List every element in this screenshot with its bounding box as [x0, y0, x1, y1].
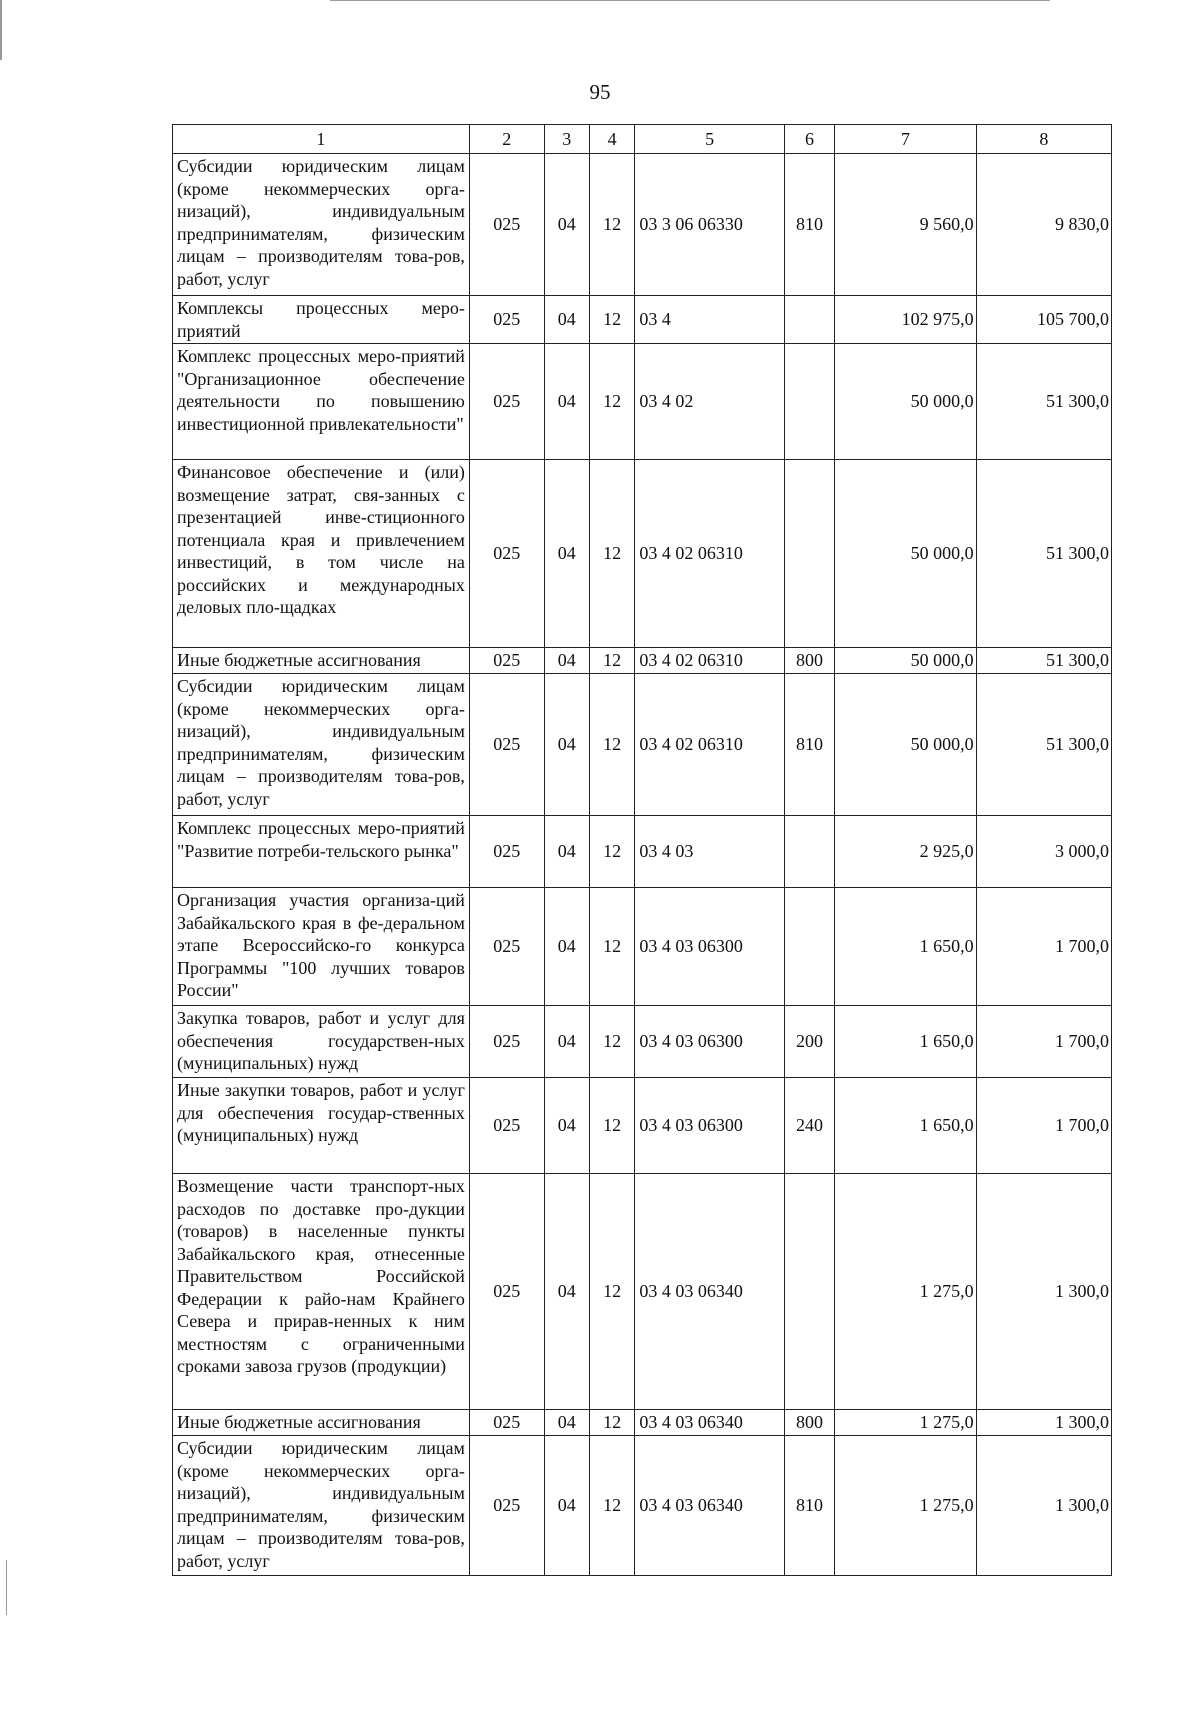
cell-amount-col8: 3 000,0 [976, 816, 1111, 888]
table-row [173, 1174, 1112, 1410]
cell-amount-col7: 1 650,0 [835, 1006, 976, 1078]
cell-ministry-code: 025 [469, 888, 544, 1006]
cell-ministry-code: 025 [469, 154, 544, 296]
cell-target-article: 03 4 03 06300 [635, 1006, 784, 1078]
row-name: Организация участия организа-ций Забайкальского края в фе-деральном этапе Всероссийско-го конкурса Программы "100 лучших товаров России" [173, 888, 470, 1006]
cell-amount-col8: 51 300,0 [976, 460, 1111, 648]
cell-amount-col7: 1 275,0 [835, 1410, 976, 1436]
cell-subsection: 12 [589, 296, 634, 344]
cell-amount-col7: 50 000,0 [835, 648, 976, 674]
table-row [173, 1410, 1112, 1436]
cell-ministry-code: 025 [469, 816, 544, 888]
cell-expense-type: 200 [784, 1006, 834, 1078]
scan-mark-left [6, 1560, 7, 1615]
cell-amount-col8: 1 700,0 [976, 1078, 1111, 1174]
cell-amount-col7: 1 650,0 [835, 888, 976, 1006]
table-row [173, 648, 1112, 674]
cell-target-article: 03 4 03 06340 [635, 1436, 784, 1576]
cell-section: 04 [544, 816, 589, 888]
cell-target-article: 03 4 02 [635, 344, 784, 460]
table-row [173, 888, 1112, 1006]
column-header-3: 3 [544, 125, 589, 154]
cell-amount-col7: 1 275,0 [835, 1436, 976, 1576]
cell-subsection: 12 [589, 648, 634, 674]
cell-expense-type [784, 816, 834, 888]
cell-section: 04 [544, 674, 589, 816]
table-row [173, 1006, 1112, 1078]
cell-subsection: 12 [589, 888, 634, 1006]
cell-amount-col7: 50 000,0 [835, 674, 976, 816]
cell-section: 04 [544, 1436, 589, 1576]
cell-subsection: 12 [589, 674, 634, 816]
row-name: Иные бюджетные ассигнования [173, 648, 470, 674]
cell-ministry-code: 025 [469, 1410, 544, 1436]
table-row [173, 344, 1112, 460]
cell-ministry-code: 025 [469, 1078, 544, 1174]
column-number-row [173, 125, 1112, 154]
row-name: Иные закупки товаров, работ и услуг для обеспечения государ-ственных (муниципальных) нужд [173, 1078, 470, 1174]
row-name: Субсидии юридическим лицам (кроме некоммерческих орга-низаций), индивидуальным предпринимателям, физическим лицам – производителям това-ров, работ, услуг [173, 1436, 470, 1576]
cell-target-article: 03 4 [635, 296, 784, 344]
row-name: Возмещение части транспорт-ных расходов по доставке про-дукции (товаров) в населенные пункты Забайкальского края, отнесенные Правительством Российской Федерации к райо-нам Крайнего Севера и прирав-ненных к ним местностям с ограниченными сроками завоза грузов (продукции) [173, 1174, 470, 1410]
cell-section: 04 [544, 154, 589, 296]
cell-amount-col8: 51 300,0 [976, 648, 1111, 674]
row-name: Иные бюджетные ассигнования [173, 1410, 470, 1436]
cell-section: 04 [544, 1174, 589, 1410]
cell-subsection: 12 [589, 1174, 634, 1410]
cell-expense-type: 810 [784, 154, 834, 296]
cell-section: 04 [544, 1410, 589, 1436]
cell-subsection: 12 [589, 1078, 634, 1174]
column-header-4: 4 [589, 125, 634, 154]
cell-ministry-code: 025 [469, 648, 544, 674]
cell-amount-col7: 50 000,0 [835, 460, 976, 648]
row-name: Финансовое обеспечение и (или) возмещение затрат, свя-занных с презентацией инве-стиционного потенциала края и привлечением инвестиций, в том числе на российских и международных деловых пло-щадках [173, 460, 470, 648]
row-name: Субсидии юридическим лицам (кроме некоммерческих орга-низаций), индивидуальным предпринимателям, физическим лицам – производителям това-ров, работ, услуг [173, 674, 470, 816]
cell-subsection: 12 [589, 1006, 634, 1078]
cell-target-article: 03 4 02 06310 [635, 674, 784, 816]
cell-amount-col7: 102 975,0 [835, 296, 976, 344]
scan-border-left [0, 0, 2, 60]
cell-subsection: 12 [589, 816, 634, 888]
cell-subsection: 12 [589, 154, 634, 296]
cell-target-article: 03 4 03 06300 [635, 1078, 784, 1174]
table-row [173, 460, 1112, 648]
cell-expense-type: 240 [784, 1078, 834, 1174]
table-row [173, 296, 1112, 344]
table-row [173, 816, 1112, 888]
cell-section: 04 [544, 296, 589, 344]
column-header-8: 8 [976, 125, 1111, 154]
cell-target-article: 03 4 03 06300 [635, 888, 784, 1006]
row-name: Комплекс процессных меро-приятий "Развитие потреби-тельского рынка" [173, 816, 470, 888]
cell-amount-col8: 9 830,0 [976, 154, 1111, 296]
row-name: Комплексы процессных меро-приятий [173, 296, 470, 344]
table-row [173, 1078, 1112, 1174]
cell-amount-col8: 1 300,0 [976, 1174, 1111, 1410]
cell-section: 04 [544, 1006, 589, 1078]
page-number: 95 [589, 80, 611, 104]
budget-allocation-table [172, 124, 1112, 1576]
cell-ministry-code: 025 [469, 460, 544, 648]
cell-expense-type [784, 344, 834, 460]
column-header-1: 1 [173, 125, 470, 154]
cell-ministry-code: 025 [469, 674, 544, 816]
cell-subsection: 12 [589, 344, 634, 460]
cell-amount-col7: 1 275,0 [835, 1174, 976, 1410]
cell-expense-type [784, 888, 834, 1006]
cell-amount-col8: 1 300,0 [976, 1410, 1111, 1436]
cell-expense-type: 800 [784, 1410, 834, 1436]
cell-amount-col8: 51 300,0 [976, 344, 1111, 460]
cell-amount-col8: 1 300,0 [976, 1436, 1111, 1576]
cell-amount-col7: 9 560,0 [835, 154, 976, 296]
cell-section: 04 [544, 460, 589, 648]
cell-amount-col8: 1 700,0 [976, 1006, 1111, 1078]
cell-expense-type [784, 296, 834, 344]
cell-target-article: 03 4 02 06310 [635, 460, 784, 648]
cell-section: 04 [544, 344, 589, 460]
cell-subsection: 12 [589, 1410, 634, 1436]
cell-section: 04 [544, 1078, 589, 1174]
row-name: Закупка товаров, работ и услуг для обеспечения государствен-ных (муниципальных) нужд [173, 1006, 470, 1078]
cell-target-article: 03 4 03 [635, 816, 784, 888]
table-row [173, 674, 1112, 816]
cell-ministry-code: 025 [469, 1436, 544, 1576]
cell-amount-col8: 105 700,0 [976, 296, 1111, 344]
cell-amount-col7: 50 000,0 [835, 344, 976, 460]
cell-amount-col7: 2 925,0 [835, 816, 976, 888]
cell-subsection: 12 [589, 460, 634, 648]
cell-ministry-code: 025 [469, 344, 544, 460]
cell-expense-type [784, 1174, 834, 1410]
cell-ministry-code: 025 [469, 1174, 544, 1410]
cell-expense-type: 810 [784, 1436, 834, 1576]
row-name: Субсидии юридическим лицам (кроме некоммерческих орга-низаций), индивидуальным предпринимателям, физическим лицам – производителям това-ров, работ, услуг [173, 154, 470, 296]
cell-amount-col7: 1 650,0 [835, 1078, 976, 1174]
column-header-5: 5 [635, 125, 784, 154]
cell-expense-type: 800 [784, 648, 834, 674]
cell-ministry-code: 025 [469, 1006, 544, 1078]
cell-subsection: 12 [589, 1436, 634, 1576]
column-header-2: 2 [469, 125, 544, 154]
cell-expense-type [784, 460, 834, 648]
cell-section: 04 [544, 648, 589, 674]
column-header-7: 7 [835, 125, 976, 154]
cell-section: 04 [544, 888, 589, 1006]
table-row [173, 154, 1112, 296]
cell-expense-type: 810 [784, 674, 834, 816]
table-row [173, 1436, 1112, 1576]
scan-border-top [330, 0, 1050, 1]
cell-target-article: 03 3 06 06330 [635, 154, 784, 296]
cell-amount-col8: 1 700,0 [976, 888, 1111, 1006]
cell-ministry-code: 025 [469, 296, 544, 344]
row-name: Комплекс процессных меро-приятий "Организационное обеспечение деятельности по повышению инвестиционной привлекательности" [173, 344, 470, 460]
cell-amount-col8: 51 300,0 [976, 674, 1111, 816]
column-header-6: 6 [784, 125, 834, 154]
cell-target-article: 03 4 02 06310 [635, 648, 784, 674]
cell-target-article: 03 4 03 06340 [635, 1174, 784, 1410]
cell-target-article: 03 4 03 06340 [635, 1410, 784, 1436]
